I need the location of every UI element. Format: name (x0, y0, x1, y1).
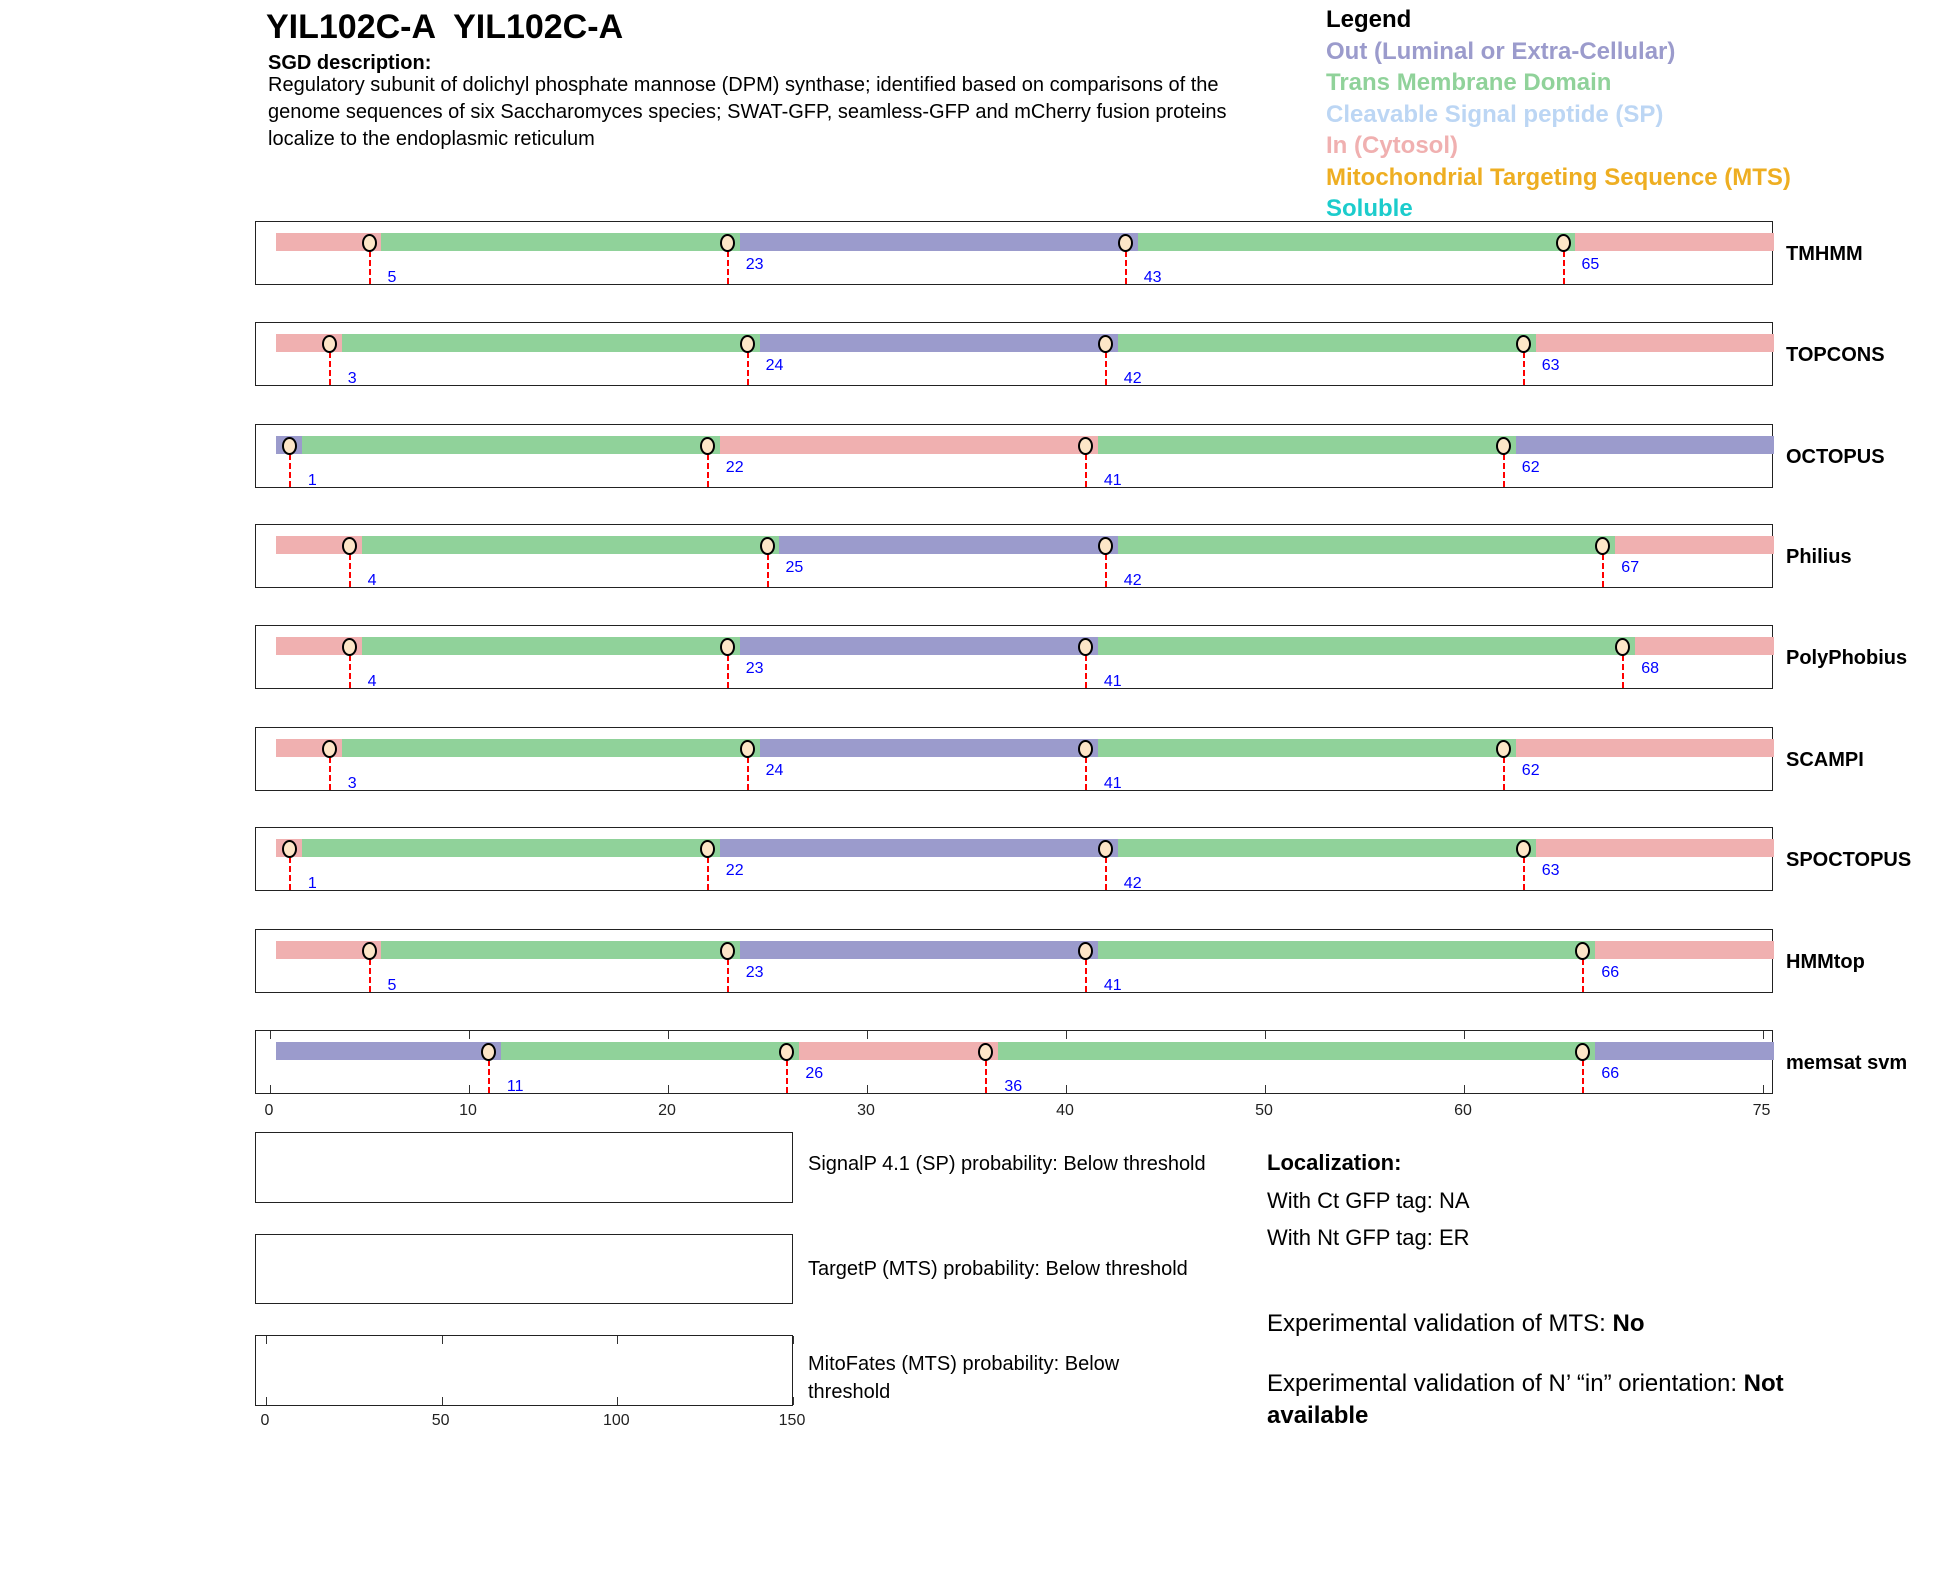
segment-tm (501, 1042, 800, 1060)
axis-tick (1265, 1085, 1266, 1093)
legend-tm: Trans Membrane Domain (1326, 69, 1612, 96)
segment-tm (1118, 839, 1536, 857)
axis-tick-label: 50 (1255, 1102, 1273, 1119)
boundary-label: 65 (1581, 256, 1600, 273)
segment-out (779, 536, 1117, 554)
axis-tick (1464, 1085, 1465, 1093)
track-polyphobius (255, 625, 1773, 689)
axis-tick-label: 75 (1752, 1102, 1771, 1119)
boundary-label: 1 (307, 472, 317, 489)
orientation-validation (1267, 1368, 1837, 1432)
boundary-marker (700, 437, 715, 455)
axis-tick-label: 10 (459, 1102, 477, 1119)
track-memsat-svm (255, 1030, 1773, 1094)
segment-in (1536, 334, 1775, 352)
axis-tick-label: 50 (431, 1412, 450, 1429)
boundary-marker (342, 638, 357, 656)
boundary-label: 66 (1601, 964, 1620, 981)
boundary-marker (720, 234, 735, 252)
boundary-marker (740, 740, 755, 758)
legend-title: Legend (1326, 6, 1412, 33)
axis-tick-label: 40 (1056, 1102, 1074, 1119)
axis-tick (1265, 1031, 1266, 1039)
boundary-label: 42 (1123, 875, 1142, 892)
boundary-label: 4 (367, 572, 377, 589)
axis-tick-label: 100 (602, 1412, 630, 1429)
predictor-name: HMMtop (1786, 951, 1865, 973)
targetp-label: TargetP (MTS) probability: Below threshold (808, 1258, 1188, 1280)
axis-tick (469, 1085, 470, 1093)
boundary-marker (282, 840, 297, 858)
boundary-marker (1556, 234, 1571, 252)
boundary-marker (1078, 437, 1093, 455)
boundary-label: 11 (506, 1078, 524, 1095)
boundary-marker (282, 437, 297, 455)
boundary-label: 24 (765, 762, 784, 779)
axis-tick (793, 1336, 794, 1344)
boundary-label: 1 (307, 875, 317, 892)
segment-in (1595, 941, 1774, 959)
axis-tick-label: 20 (658, 1102, 676, 1119)
localization-nt: With Nt GFP tag: ER (1267, 1225, 1470, 1250)
boundary-label: 23 (745, 660, 764, 677)
axis-tick (793, 1397, 794, 1405)
predictor-name: Philius (1786, 546, 1852, 568)
boundary-marker (1098, 335, 1113, 353)
axis-tick (617, 1336, 618, 1344)
boundary-label: 42 (1123, 370, 1142, 387)
boundary-label: 41 (1103, 977, 1122, 994)
boundary-label: 26 (805, 1065, 824, 1082)
segment-tm (1098, 739, 1516, 757)
axis-tick (668, 1085, 669, 1093)
boundary-label: 22 (725, 459, 744, 476)
boundary-label: 68 (1641, 660, 1659, 677)
boundary-marker (1118, 234, 1133, 252)
legend-mts: Mitochondrial Targeting Sequence (MTS) (1326, 163, 1791, 191)
segment-out (740, 941, 1098, 959)
signalp-label: SignalP 4.1 (SP) probability: Below threshold (808, 1153, 1206, 1175)
segment-out (740, 233, 1138, 251)
segment-out (276, 1042, 501, 1060)
segment-tm (302, 839, 720, 857)
boundary-label: 5 (387, 269, 397, 286)
axis-tick-label: 60 (1454, 1102, 1472, 1119)
legend-soluble: Soluble (1326, 195, 1413, 222)
axis-tick (1066, 1085, 1067, 1093)
segment-out (1516, 436, 1775, 454)
orientation-validation-value: Not available (1267, 1370, 1784, 1429)
segment-out (740, 637, 1098, 655)
boundary-label: 43 (1143, 269, 1162, 286)
boundary-label: 23 (745, 256, 764, 273)
segment-tm (1098, 436, 1516, 454)
track-philius (255, 524, 1773, 588)
track-topcons (255, 322, 1773, 386)
legend-out: Out (Luminal or Extra-Cellular) (1326, 37, 1676, 65)
boundary-label: 3 (347, 775, 357, 792)
segment-in (1575, 233, 1774, 251)
axis-tick-label: 30 (857, 1102, 875, 1119)
boundary-label: 3 (347, 370, 357, 387)
mts-validation-label: Experimental validation of MTS: (1267, 1310, 1613, 1337)
legend-in: In (Cytosol) (1326, 132, 1458, 159)
boundary-marker (1516, 840, 1531, 858)
segment-out (720, 839, 1118, 857)
boundary-marker (1078, 638, 1093, 656)
boundary-label: 62 (1521, 762, 1540, 779)
boundary-label: 63 (1541, 862, 1560, 879)
segment-in (720, 436, 1098, 454)
boundary-marker (700, 840, 715, 858)
track-hmmtop (255, 929, 1773, 993)
axis-tick (617, 1397, 618, 1405)
boundary-marker (481, 1043, 496, 1061)
boundary-marker (720, 638, 735, 656)
boundary-marker (322, 335, 337, 353)
mitofates-plot (255, 1335, 793, 1406)
boundary-marker (1078, 740, 1093, 758)
boundary-marker (740, 335, 755, 353)
localization-heading: Localization: (1267, 1150, 1402, 1175)
boundary-label: 4 (367, 673, 377, 690)
mitofates-label: MitoFates (MTS) probability: Below threshold (808, 1353, 1120, 1403)
mts-validation-value: No (1612, 1310, 1645, 1337)
segment-in (799, 1042, 998, 1060)
axis-tick (668, 1031, 669, 1039)
axis-tick (1066, 1031, 1067, 1039)
predictor-name: TMHMM (1786, 243, 1863, 265)
boundary-marker (1516, 335, 1531, 353)
legend (1326, 4, 1791, 225)
boundary-label: 42 (1123, 572, 1142, 589)
axis-tick (266, 1336, 267, 1344)
segment-tm (381, 233, 739, 251)
predictor-name: SCAMPI (1786, 749, 1864, 771)
mts-validation (1267, 1310, 1644, 1338)
axis-tick-label: 0 (260, 1412, 270, 1429)
segment-in (1516, 739, 1775, 757)
boundary-marker (1496, 740, 1511, 758)
axis-tick (867, 1031, 868, 1039)
boundary-label: 41 (1103, 472, 1122, 489)
segment-tm (342, 739, 760, 757)
boundary-label: 25 (785, 559, 804, 576)
predictor-name: TOPCONS (1786, 344, 1885, 366)
predictor-name: OCTOPUS (1786, 446, 1885, 468)
segment-tm (342, 334, 760, 352)
boundary-label: 62 (1521, 459, 1540, 476)
page-title: YIL102C-A YIL102C-A (266, 8, 624, 46)
segment-tm (1138, 233, 1576, 251)
description: Regulatory subunit of dolichyl phosphate mannose (DPM) synthase; identified based on comparisons of the genome sequences of six Saccharomyces species; SWAT-GFP, seamless-GFP and mCherry fusion proteins localize to the endoplasmic reticulum (268, 74, 1227, 150)
boundary-marker (1098, 840, 1113, 858)
boundary-label: 41 (1103, 775, 1122, 792)
boundary-marker (1078, 942, 1093, 960)
axis-tick (442, 1336, 443, 1344)
segment-in (1536, 839, 1775, 857)
boundary-marker (1496, 437, 1511, 455)
boundary-label: 22 (725, 862, 744, 879)
boundary-marker (342, 537, 357, 555)
legend-sp: Cleavable Signal peptide (SP) (1326, 100, 1664, 128)
boundary-marker (1098, 537, 1113, 555)
segment-tm (362, 637, 740, 655)
predictor-name: PolyPhobius (1786, 647, 1908, 669)
axis-tick (867, 1085, 868, 1093)
boundary-label: 5 (387, 977, 397, 994)
segment-tm (1118, 536, 1616, 554)
boundary-marker (362, 942, 377, 960)
boundary-marker (322, 740, 337, 758)
boundary-marker (760, 537, 775, 555)
axis-tick-label: 150 (778, 1412, 806, 1429)
predictor-name: SPOCTOPUS (1786, 849, 1912, 871)
description-heading: SGD description: (268, 52, 432, 74)
boundary-label: 36 (1004, 1078, 1023, 1095)
boundary-label: 41 (1103, 673, 1122, 690)
segment-tm (1098, 941, 1596, 959)
track-tmhmm (255, 221, 1773, 285)
track-spoctopus (255, 827, 1773, 891)
boundary-label: 67 (1621, 559, 1640, 576)
segment-tm (1118, 334, 1536, 352)
localization-ct: With Ct GFP tag: NA (1267, 1188, 1470, 1213)
axis-tick (1464, 1031, 1465, 1039)
track-octopus (255, 424, 1773, 488)
segment-in (1635, 637, 1774, 655)
targetp-plot (255, 1234, 793, 1304)
orientation-validation-label: Experimental validation of N’ “in” orientation: (1267, 1370, 1744, 1397)
boundary-marker (362, 234, 377, 252)
boundary-marker (720, 942, 735, 960)
segment-tm (998, 1042, 1595, 1060)
boundary-label: 66 (1601, 1065, 1620, 1082)
boundary-label: 24 (765, 357, 784, 374)
segment-out (760, 739, 1098, 757)
axis-tick (1763, 1085, 1764, 1093)
boundary-label: 23 (745, 964, 764, 981)
axis-tick (469, 1031, 470, 1039)
segment-tm (362, 536, 780, 554)
segment-tm (381, 941, 739, 959)
track-scampi (255, 727, 1773, 791)
axis-tick (270, 1085, 271, 1093)
axis-tick (1763, 1031, 1764, 1039)
axis-tick (266, 1397, 267, 1405)
axis-tick-label: 0 (264, 1102, 274, 1119)
axis-tick (442, 1397, 443, 1405)
segment-out (760, 334, 1118, 352)
segment-tm (1098, 637, 1635, 655)
segment-tm (302, 436, 720, 454)
segment-out (1595, 1042, 1774, 1060)
segment-in (1615, 536, 1774, 554)
signalp-plot (255, 1132, 793, 1203)
boundary-label: 63 (1541, 357, 1560, 374)
predictor-name: memsat svm (1786, 1052, 1908, 1074)
axis-tick (270, 1031, 271, 1039)
